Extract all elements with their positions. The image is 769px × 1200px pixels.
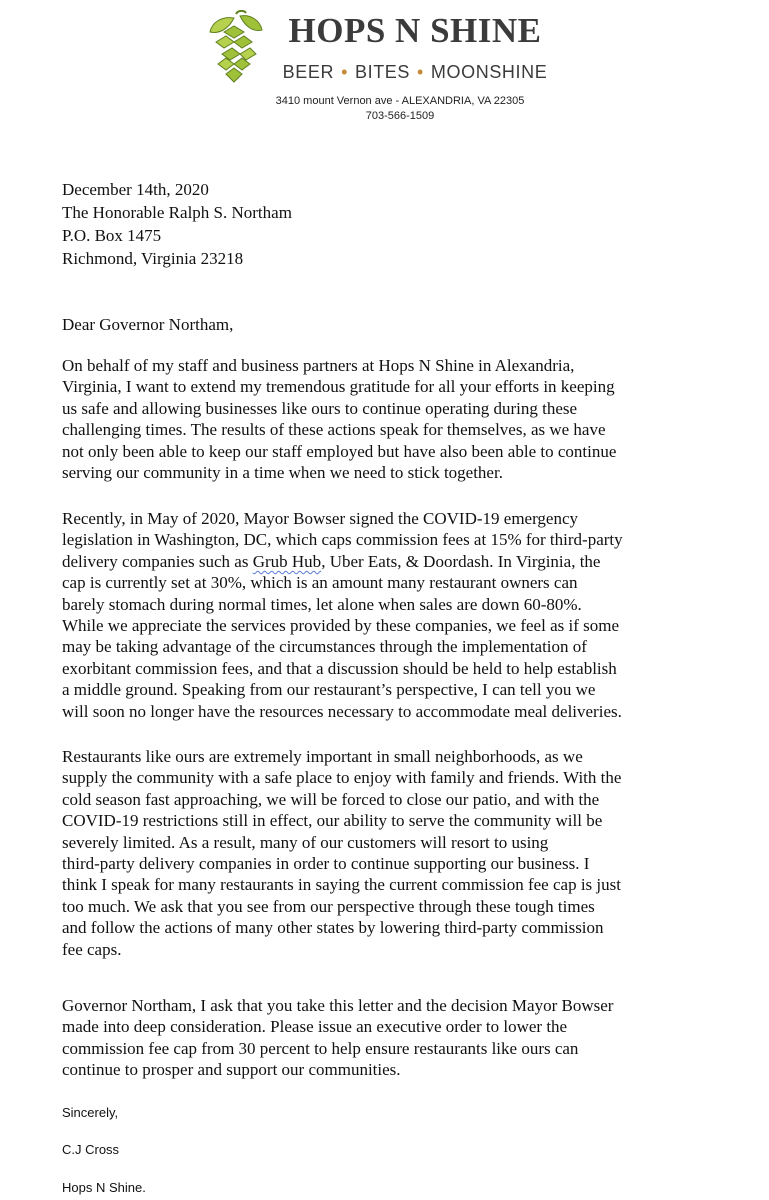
paragraph-line: and follow the actions of many other states by lowering third-party commission	[62, 918, 604, 938]
paragraph-line: too much. We ask that you see from our perspective through these tough times	[62, 896, 595, 916]
letterhead	[0, 0, 769, 130]
paragraph-line: us safe and allowing businesses like ours to continue operating during these	[62, 398, 578, 418]
text-segment: delivery companies such as	[62, 551, 253, 571]
paragraph-line: made into deep consideration. Please issue an executive order to lower the	[62, 1017, 568, 1037]
paragraph-line: barely stomach during normal times, let alone when sales are down 60-80%.	[62, 594, 582, 614]
text-segment: , Uber Eats, & Doordash. In Virginia, the	[321, 551, 601, 571]
company-signoff: Hops N Shine.	[62, 1180, 146, 1195]
tagline-separator: •	[417, 62, 424, 82]
tagline-separator: •	[341, 62, 348, 82]
recipient-po-box: P.O. Box 1475	[62, 226, 162, 245]
paragraph-line: While we appreciate the services provided by these companies, we feel as if some	[62, 616, 619, 636]
paragraph-line: On behalf of my staff and business partners at Hops N Shine in Alexandria,	[62, 356, 575, 375]
signer-name: C.J Cross	[62, 1142, 120, 1157]
paragraph-line: fee caps.	[62, 939, 122, 959]
greeting: Dear Governor Northam,	[62, 315, 234, 334]
recipient-city: Richmond, Virginia 23218	[62, 249, 244, 268]
brand-phone: 703-566-1509	[365, 110, 435, 122]
paragraph-line: supply the community with a safe place to enjoy with family and friends. With the	[62, 768, 622, 788]
paragraph-line: exorbitant commission fees, and that a discussion should be held to help establish	[62, 658, 617, 678]
paragraph-2	[62, 508, 752, 722]
brand-name: HOPS N SHINE	[288, 11, 542, 50]
paragraph-line: not only been able to keep our staff employed but have also been able to continue	[62, 441, 617, 461]
paragraph-line: will soon no longer have the resources necessary to accommodate meal deliveries.	[62, 701, 622, 721]
paragraph-line: severely limited. As a result, many of our customers will resort to using	[62, 832, 549, 852]
hop-cone-icon	[200, 10, 266, 86]
paragraph-1	[62, 355, 752, 483]
closing: Sincerely,	[62, 1105, 119, 1120]
brand-address: 3410 mount Vernon ave - ALEXANDRIA, VA 22305	[275, 95, 525, 107]
tagline-bites: BITES	[355, 62, 411, 82]
paragraph-line: challenging times. The results of these actions speak for themselves, as we have	[62, 420, 606, 440]
recipient-name: The Honorable Ralph S. Northam	[62, 203, 292, 222]
paragraph-line: Governor Northam, I ask that you take this letter and the decision Mayor Bowser	[62, 996, 614, 1015]
paragraph-line: think I speak for many restaurants in saying the current commission fee cap is just	[62, 875, 621, 895]
paragraph-line: third-party delivery companies in order to continue supporting our business. I	[62, 854, 590, 874]
paragraph-line: Restaurants like ours are extremely important in small neighborhoods, as we	[62, 747, 583, 766]
paragraph-line: cap is currently set at 30%, which is an amount many restaurant owners can	[62, 573, 578, 593]
paragraph-line: commission fee cap from 30 percent to help ensure restaurants like ours can	[62, 1038, 579, 1058]
paragraph-line: continue to prosper and support our communities.	[62, 1060, 401, 1080]
grub-hub-text: Grub Hub	[252, 551, 322, 571]
paragraph-line: a middle ground. Speaking from our restaurant’s perspective, I can tell you we	[62, 680, 596, 700]
paragraph-line	[62, 551, 752, 572]
recipient-block	[62, 178, 292, 270]
tagline-moonshine: MOONSHINE	[430, 62, 548, 82]
paragraph-line: Virginia, I want to extend my tremendous gratitude for all your efforts in keeping	[62, 377, 615, 397]
letter-date: December 14th, 2020	[62, 180, 209, 199]
paragraph-line: may be taking advantage of the circumstances through the implementation of	[62, 637, 587, 657]
paragraph-3	[62, 746, 752, 960]
paragraph-line: legislation in Washington, DC, which caps commission fees at 15% for third-party	[62, 530, 623, 550]
brand-tagline	[270, 60, 560, 84]
tagline-beer: BEER	[282, 62, 335, 82]
paragraph-4	[62, 995, 752, 1081]
paragraph-line: Recently, in May of 2020, Mayor Bowser signed the COVID-19 emergency	[62, 509, 579, 528]
paragraph-line: serving our community in a time when we need to stick together.	[62, 463, 503, 483]
paragraph-line: COVID-19 restrictions still in effect, our ability to serve the community will be	[62, 811, 603, 831]
paragraph-line: cold season fast approaching, we will be forced to close our patio, and with the	[62, 789, 600, 809]
